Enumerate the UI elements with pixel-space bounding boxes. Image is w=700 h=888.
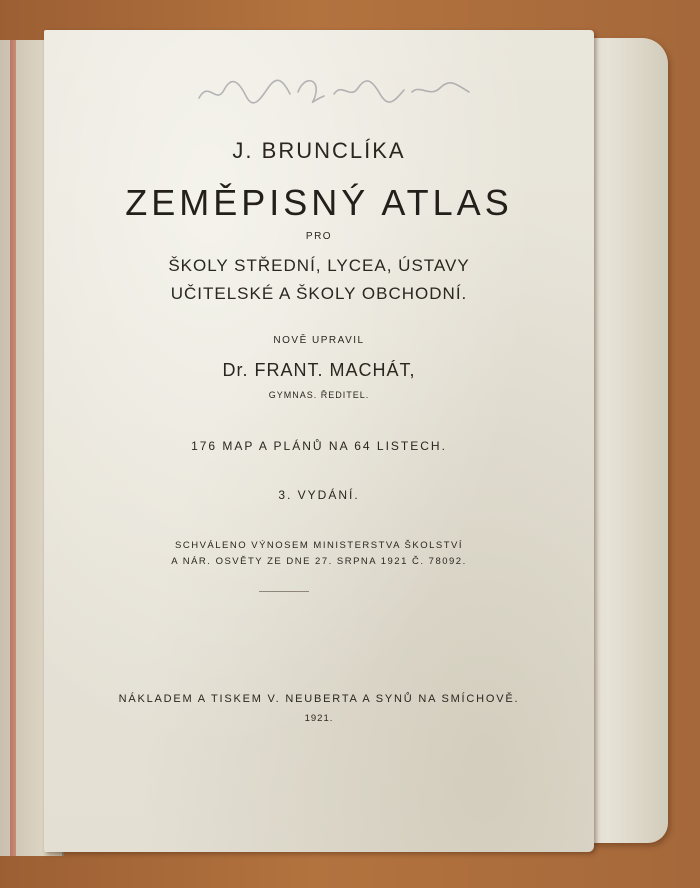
title-page — [44, 30, 594, 852]
publication-year: 1921. — [304, 713, 334, 724]
maps-count: 176 MAP A PLÁNŮ NA 64 LISTECH. — [191, 439, 447, 453]
editor-name: Dr. FRANT. MACHÁT, — [222, 360, 416, 380]
divider-rule — [259, 591, 309, 592]
handwritten-signature — [194, 70, 474, 110]
purpose-line-1: ŠKOLY STŘEDNÍ, LYCEA, ÚSTAVY — [168, 256, 470, 275]
author-name: J. BRUNCLÍKA — [232, 138, 406, 163]
publisher-line: NÁKLADEM A TISKEM V. NEUBERTA A SYNŮ NA SMÍCHOVĚ. — [118, 693, 520, 705]
purpose-line-2: UČITELSKÉ A ŠKOLY OBCHODNÍ. — [170, 284, 468, 303]
approval-line-1: SCHVÁLENO VÝNOSEM MINISTERSTVA ŠKOLSTVÍ — [175, 540, 463, 551]
edited-by-label: NOVĚ UPRAVIL — [273, 335, 365, 346]
editor-role: GYMNAS. ŘEDITEL. — [268, 390, 370, 400]
for-label: PRO — [305, 231, 333, 242]
approval-line-2: A NÁR. OSVĚTY ZE DNE 27. SRPNA 1921 Č. 78092. — [171, 556, 467, 567]
book-title: ZEMĚPISNÝ ATLAS — [125, 182, 513, 223]
edition-label: 3. VYDÁNÍ. — [278, 488, 360, 502]
